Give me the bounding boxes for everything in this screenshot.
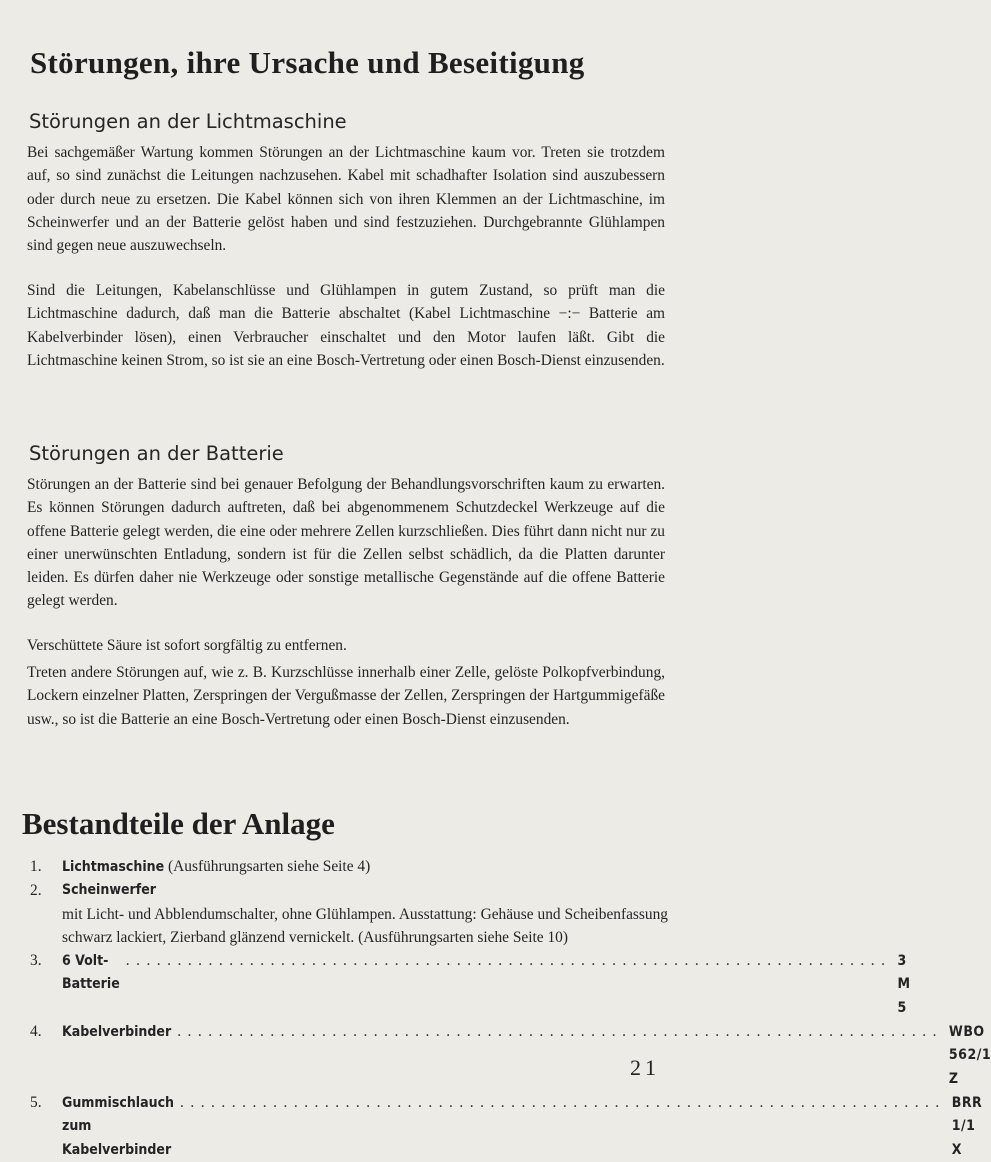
dot-leader: .......................................................................... — [125, 952, 892, 970]
parts-heading: Bestandteile der Anlage — [22, 806, 335, 841]
dot-leader: .......................................................................... — [180, 1093, 946, 1111]
paragraph: Treten andere Störungen auf, wie z. B. Kurzschlüsse innerhalb einer Zelle, gelöste Polkopfverbindung, Lockern einzelner Platten, Zerspringen der Vergußmasse der Zellen, Zerspringen der Hartgummigefäße usw., so ist die Batterie an eine Bosch-Vertretung oder einen Bosch-Dienst einzusenden. — [27, 664, 665, 728]
item-number: 5. — [30, 1093, 42, 1111]
item-code: 3 M 5 — [897, 953, 911, 1016]
item-number: 2. — [30, 882, 42, 900]
item-code: BRR 1/1 X — [951, 1094, 983, 1158]
paragraph: Bei sachgemäßer Wartung kommen Störungen an der Lichtmaschine kaum vor. Treten sie trotzdem auf, so sind zunächst die Leitungen nachzusehen. Kabel mit schadhafter Isolation sind auszubessern oder durch neue zu ersetzen. Die Kabel können sich von ihren Klemmen an der Lichtmaschine, im Scheinwerfer und an der Batterie gelöst haben und sind festzuziehen. Durchgebrannte Glühlampen sind gegen neue auszuwechseln. — [27, 144, 665, 255]
item-name: 6 Volt-Batterie — [62, 953, 120, 993]
section-heading-lichtmaschine: Störungen an der Lichtmaschine — [29, 110, 347, 133]
item-description: mit Licht- und Abblendumschalter, ohne Glühlampen. Ausstattung: Gehäuse und Scheibenfassung schwarz lackiert, Zierband glänzend vernickelt. (Ausführungsarten siehe Seite 10) — [62, 905, 668, 946]
item-name: Kabelverbinder — [62, 1024, 172, 1041]
item-name: Scheinwerfer — [62, 882, 156, 899]
list-item — [30, 879, 670, 902]
list-item — [30, 1091, 983, 1162]
item-name: Lichtmaschine — [62, 859, 165, 875]
item-name: Gummischlauch zum Kabelverbinder — [62, 1094, 175, 1158]
list-item — [30, 1020, 991, 1091]
paragraph: Verschüttete Säure ist sofort sorgfältig zu entfernen. — [27, 637, 347, 654]
item-note: (Ausführungsarten siehe Seite 4) — [164, 858, 371, 875]
list-item — [30, 949, 911, 1020]
parts-list — [30, 855, 991, 1162]
item-number: 4. — [30, 1023, 42, 1041]
paragraph: Sind die Leitungen, Kabelanschlüsse und Glühlampen in gutem Zustand, so prüft man die Lichtmaschine dadurch, daß man die Batterie abschaltet (Kabel Lichtmaschine −:− Batterie am Kabelverbinder lösen), einen Verbraucher einschaltet und den Motor laufen läßt. Gibt die Lichtmaschine keinen Strom, so ist sie an eine Bosch-Vertretung oder einen Bosch-Dienst einzusenden. — [27, 282, 665, 369]
item-code: WBO 562/1 Z — [948, 1024, 991, 1087]
paragraph: Störungen an der Batterie sind bei genauer Befolgung der Behandlungsvorschriften kaum zu erwarten. Es können Störungen dadurch auftreten, daß bei abgenommenem Schutzdeckel Werkzeuge auf die offene Batterie gelegt werden, die eine oder mehrere Zellen kurzschließen. Dies führt dann nicht nur zu einer unerwünschten Entladung, sondern ist für die Zellen selbst schädlich, da die Platten darunter leiden. Es dürfen daher nie Werkzeuge oder sonstige metallische Gegenstände auf die offene Batterie gelegt werden. — [27, 476, 665, 610]
item-number: 3. — [30, 952, 42, 970]
item-number: 1. — [30, 858, 42, 875]
dot-leader: .......................................................................... — [177, 1023, 943, 1041]
page-number: 21 — [630, 1055, 660, 1080]
list-item — [30, 855, 670, 879]
section-heading-batterie: Störungen an der Batterie — [29, 442, 284, 465]
page-title: Störungen, ihre Ursache und Beseitigung — [30, 45, 585, 80]
